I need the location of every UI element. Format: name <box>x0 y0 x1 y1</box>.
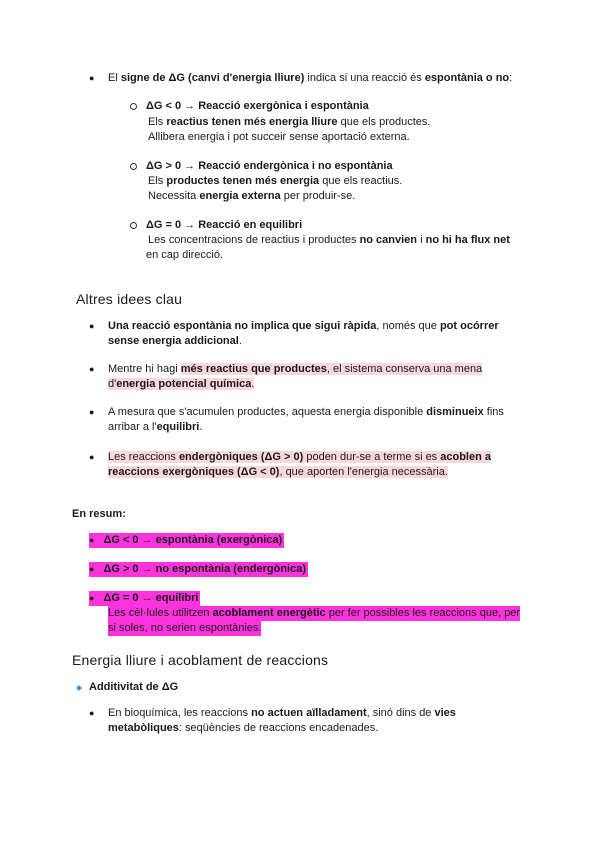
case-line: Allibera energia i pot succeir sense aportació externa. <box>148 131 410 143</box>
para-line: En bioquímica, les reaccions no actuen aïlladament, sinó dins de vies <box>108 707 456 719</box>
idea-line: arribar a l'equilibri. <box>108 421 203 433</box>
circle-bullet-icon <box>130 103 137 110</box>
idea-line: A mesura que s'acumulen productes, aquesta energia disponible disminueix fins <box>108 406 504 418</box>
idea-line: Les reaccions endergòniques (ΔG > 0) poden dur-se a terme si es acoblen a <box>108 451 491 463</box>
case-line: Necessita energia externa per produir-se. <box>148 190 356 202</box>
summary-heading: En resum: <box>72 508 126 520</box>
idea-line: reaccions exergòniques (ΔG < 0), que aporten l'energia necessària. <box>108 466 448 478</box>
bullet-icon: ● <box>89 73 95 83</box>
idea-line: sense energia addicional. <box>108 335 242 347</box>
summary-item: ● ΔG < 0 → espontània (exergònica) <box>89 534 283 546</box>
bullet-icon: ● <box>89 593 95 603</box>
text-bold: espontània o no <box>424 72 510 84</box>
text: : <box>509 72 513 84</box>
subsection-heading: Additivitat de ΔG <box>89 681 179 693</box>
case-heading: ΔG < 0 → Reacció exergònica i espontània <box>146 100 369 112</box>
diamond-bullet-icon <box>76 685 82 691</box>
bullet-icon: ● <box>89 452 95 462</box>
circle-bullet-icon <box>130 163 137 170</box>
text-bold: signe de ΔG (canvi d'energia lliure) <box>120 72 305 84</box>
section-heading: Altres idees clau <box>76 291 183 307</box>
bullet-icon: ● <box>89 564 95 574</box>
text: indica si una reacció és <box>304 72 425 84</box>
summary-item: ● ΔG = 0 → equilibri <box>89 592 199 604</box>
circle-bullet-icon <box>130 222 137 229</box>
bullet-icon: ● <box>89 535 95 545</box>
bullet-icon: ● <box>89 407 95 417</box>
idea-line: Mentre hi hagi més reactius que productes, el sistema conserva una mena <box>108 363 483 375</box>
para-line: metabòliques: seqüències de reaccions encadenades. <box>108 722 379 734</box>
text: El <box>108 72 121 84</box>
summary-note: si soles, no serien espontànies. <box>108 622 262 634</box>
case-line: Els reactius tenen més energia lliure que els productes. <box>148 116 431 128</box>
intro-line <box>108 71 512 86</box>
summary-item: ● ΔG > 0 → no espontània (endergònica) <box>89 563 307 575</box>
idea-line: d'energia potencial química. <box>108 378 255 390</box>
bullet-icon: ● <box>89 708 95 718</box>
bullet-icon: ● <box>89 321 95 331</box>
case-heading: ΔG > 0 → Reacció endergònica i no espontània <box>146 160 393 172</box>
section-heading: Energia lliure i acoblament de reaccions <box>72 652 329 668</box>
case-line: en cap direcció. <box>146 249 224 261</box>
summary-note: Les cèl·lules utilitzen acoblament energètic per fer possibles les reaccions que, per <box>108 607 521 619</box>
bullet-icon: ● <box>89 364 95 374</box>
case-heading: ΔG = 0 → Reacció en equilibri <box>146 219 303 231</box>
idea-line: Una reacció espontània no implica que sigui ràpida, només que pot ocórrer <box>108 320 499 332</box>
case-line: Les concentracions de reactius i productes no canvien i no hi ha flux net <box>148 234 510 246</box>
case-line: Els productes tenen més energia que els reactius. <box>148 175 403 187</box>
